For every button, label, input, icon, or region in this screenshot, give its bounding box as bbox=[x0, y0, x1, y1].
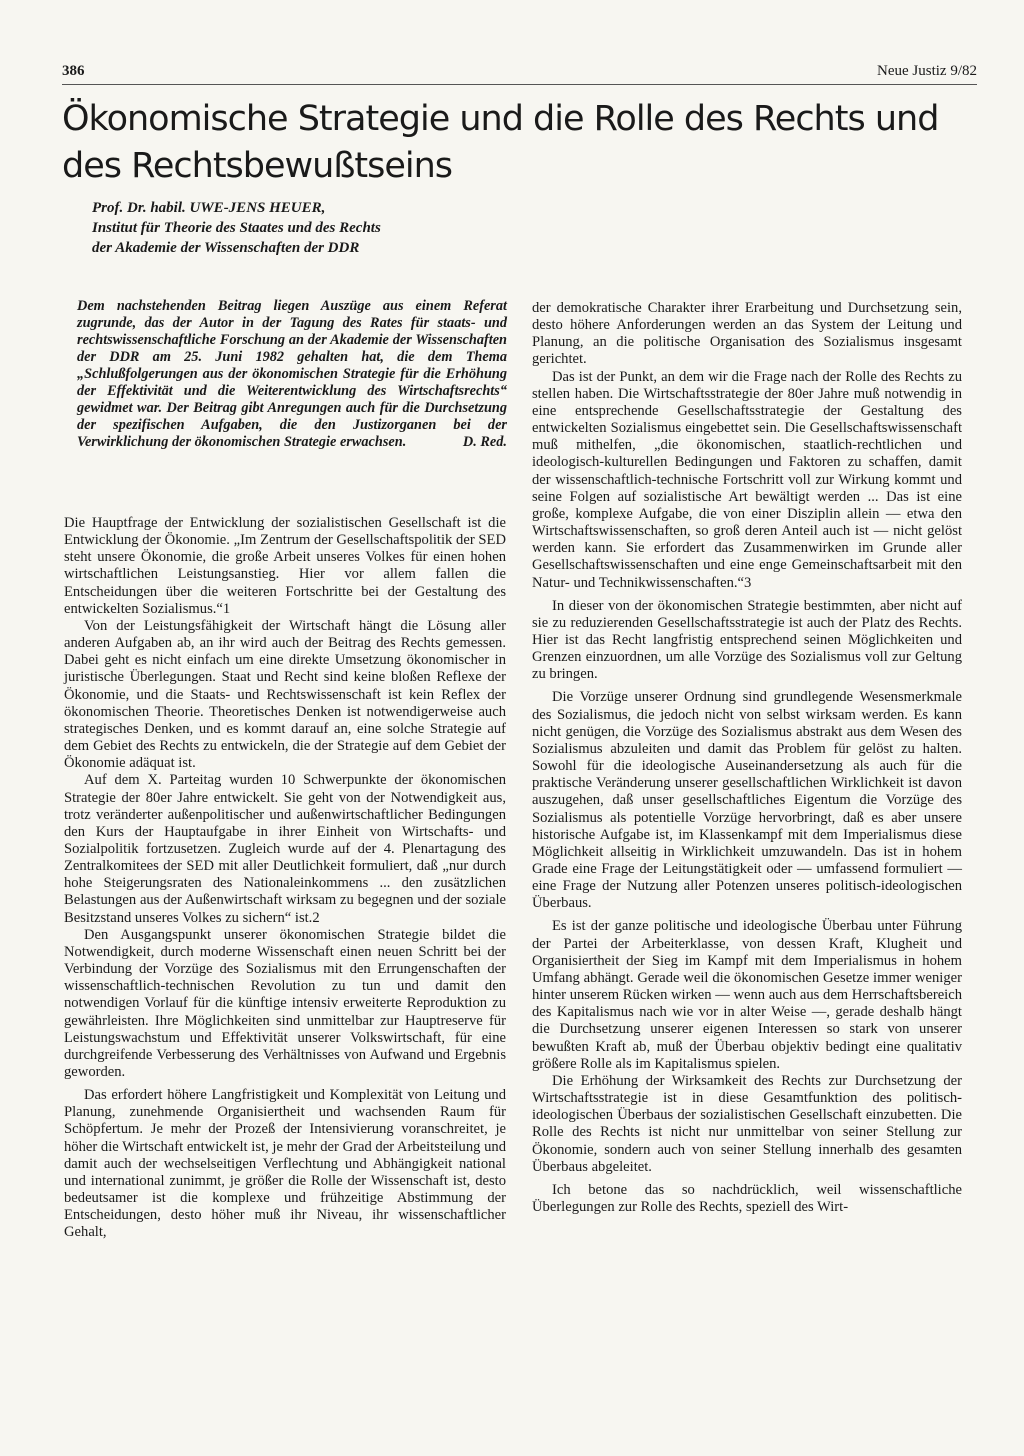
author-block bbox=[92, 198, 512, 258]
paragraph: Ich betone das so nachdrücklich, weil wissenschaftliche Überlegungen zur Rolle des Rechts, speziell des Wirt- bbox=[532, 1181, 962, 1215]
left-column bbox=[64, 515, 506, 1242]
paragraph: Die Vorzüge unserer Ordnung sind grundlegende Wesensmerkmale des Sozialismus, die jedoch nicht von selbst wirksam werden. Es kann nicht genügen, die Vorzüge des Sozialismus abstrakt aus dem Wesen des Sozialismus abzuleiten und damit das Problem für gelöst zu halten. Sowohl für die ideologische Auseinandersetzung als auch für die praktische Veränderung unserer gesellschaftlichen Wirklichkeit ist davon auszugehen, daß unser gesellschaftliches Eigentum die Vorzüge des Sozialismus als potentielle Vorzüge hervorbringt, daß es aber unsere historische Aufgabe ist, im Klassenkampf mit dem Imperialismus diese Möglichkeit allseitig in Wirklichkeit umzuwandeln. Das ist in hohem Grade eine Frage der Leitungstätigkeit oder — umfassend formuliert — eine Frage der Nutzung aller Potenzen unseres politisch-ideologischen Überbaus. bbox=[532, 689, 962, 912]
paragraph: Das ist der Punkt, an dem wir die Frage nach der Rolle des Rechts zu stellen haben. Die Wirtschaftsstrategie der 80er Jahre muß notwendig in eine entsprechende Gesellschaftsstrategie der Gestaltung des entwickelten Sozialismus eingebettet sein. Die Gesellschaftswissenschaft muß mithelfen, „die ökonomischen, staatlich-rechtlichen und ideologisch-kulturellen Bedingungen und Faktoren zu schaffen, damit der wissenschaftlich-technische Fortschritt voll zur Wirkung kommt und seine Folgen auf sozialistische Art bewältigt werden ... Das ist eine große, komplexe Aufgabe, die von einer Disziplin allein — etwa den Wirtschaftswissenschaften, so groß deren Anteil auch ist — nicht gelöst werden kann. Sie erfordert das Zusammenwirken im Grunde aller Gesellschaftswissenschaften und eine enge Gemeinschaftsarbeit mit den Natur- und Technikwissenschaften.“3 bbox=[532, 368, 962, 591]
paragraph: Die Erhöhung der Wirksamkeit des Rechts zur Durchsetzung der Wirtschaftsstrategie ist in diese Gesamtfunktion des politisch-ideologischen Überbaus der sozialistischen Gesellschaft einzubetten. Die Rolle des Rechts ist nicht nur unmittelbar von seiner Stellung zur Ökonomie, sondern auch von seiner Stellung innerhalb des gesamten Überbaus abgeleitet. bbox=[532, 1072, 962, 1175]
paragraph: Auf dem X. Parteitag wurden 10 Schwerpunkte der ökonomischen Strategie der 80er Jahre entwickelt. Sie geht von der Notwendigkeit aus, trotz veränderter außenpolitischer und außenwirtschaftlicher Bedingungen den Kurs der Hauptaufgabe in ihrer Einheit von Wirtschafts- und Sozialpolitik fortzusetzen. Zugleich wurde auf der 4. Plenartagung des Zentralkomitees der SED mit aller Deutlichkeit formuliert, daß „nur durch hohe Steigerungsraten des Nationaleinkommens ... den zusätzlichen Belastungen aus der Außenwirtschaft wirksam zu begegnen und der soziale Besitzstand unseres Volkes zu sichern“ ist.2 bbox=[64, 772, 506, 926]
paragraph: Den Ausgangspunkt unserer ökonomischen Strategie bildet die Notwendigkeit, durch moderne Wissenschaft einen neuen Schritt bei der Verbindung der Vorzüge des Sozialismus mit den Errungenschaften der wissenschaftlich-technischen Revolution zu tun und damit den notwendigen Vorlauf für die künftige intensiv erweiterte Reproduktion zu gewährleisten. Ihre Möglichkeiten sind unmittelbar zur Hauptreserve für Leistungswachstum und Effektivität unserer Volkswirtschaft, für eine durchgreifende Verbesserung des Verhältnisses von Aufwand und Ergebnis geworden. bbox=[64, 926, 506, 1080]
right-column bbox=[532, 300, 962, 1216]
author-academy: der Akademie der Wissenschaften der DDR bbox=[92, 240, 360, 256]
editorial-abstract bbox=[77, 298, 507, 451]
paragraph: Von der Leistungsfähigkeit der Wirtschaft hängt die Lösung aller anderen Aufgaben ab, an ihr wird auch der Beitrag des Rechts gemessen. Dabei geht es nicht einfach um eine direkte Umsetzung ökonomischer in juristische Überlegungen. Staat und Recht sind keine bloßen Reflexe der Ökonomie, und die Staats- und Rechtswissenschaft ist kein Reflex der ökonomischen Theorie. Theoretisches Denken ist notwendigerweise auch strategisches Denken, und es kommt darauf an, eine solche Strategie auf dem Gebiet des Rechts zu entwickeln, die der Strategie auf dem Gebiet der Ökonomie adäquat ist. bbox=[64, 617, 506, 772]
abstract-text: Dem nachstehenden Beitrag liegen Auszüge aus einem Referat zugrunde, das der Autor in der Tagung des Rates für staats- und rechtswissenschaftliche Forschung an der Akademie der Wissenschaften der DDR am 25. Juni 1982 gehalten hat, die dem Thema „Schlußfolgerungen aus der ökonomischen Strategie für die Erhöhung der Effektivität und die Weiterentwicklung des Wirtschaftsrechts“ gewidmet war. Der Beitrag gibt Anregungen auch für die Durchsetzung der spezifischen Aufgaben, die den Justizorganen bei der Verwirklichung der ökonomischen Strategie erwachsen. bbox=[77, 298, 507, 451]
article-title: Ökonomische Strategie und die Rolle des Rechts und des Rechtsbewußtseins bbox=[62, 99, 939, 186]
paragraph: Die Hauptfrage der Entwicklung der sozialistischen Gesellschaft ist die Entwicklung der Ökonomie. „Im Zentrum der Gesellschaftspolitik der SED steht unsere Ökonomie, die große Arbeit unseres Volkes für einen hohen wirtschaftlichen Leistungsanstieg. Hier vor allem fallen die Entscheidungen über die weiteren Fortschritte bei der Gestaltung des entwickelten Sozialismus.“1 bbox=[64, 515, 506, 617]
abstract-signature: D. Red. bbox=[462, 434, 507, 451]
paragraph: Das erfordert höhere Langfristigkeit und Komplexität von Leitung und Planung, zunehmende Organisiertheit und wachsenden Raum für Schöpfertum. Je mehr der Prozeß der Intensivierung voranschreitet, je höher die Wirtschaft entwickelt ist, je mehr der Grad der Arbeitsteilung und damit auch der wechselseitigen Verflechtung und Abhängigkeit national und international zunimmt, je größer die Rolle der Wissenschaft ist, desto bedeutsamer ist die komplexe und frühzeitige Abstimmung der Entscheidungen, desto höher muß ihr Niveau, ihr wissenschaftlicher Gehalt, bbox=[64, 1087, 506, 1241]
paragraph: In dieser von der ökonomischen Strategie bestimmten, aber nicht auf sie zu reduzierenden Gesellschaftsstrategie ist auch der Platz des Rechts. Hier ist das Recht langfristig entsprechend seinen Möglichkeiten und Grenzen einzuordnen, um alle Vorzüge des Sozialismus voll zur Geltung zu bringen. bbox=[532, 597, 962, 683]
author-institute: Institut für Theorie des Staates und des Rechts bbox=[92, 220, 381, 236]
page-number: 386 bbox=[62, 63, 85, 79]
author-name: Prof. Dr. habil. UWE-JENS HEUER, bbox=[92, 200, 326, 216]
running-header bbox=[62, 62, 977, 85]
journal-issue: Neue Justiz 9/82 bbox=[877, 63, 977, 79]
paragraph: der demokratische Charakter ihrer Erarbeitung und Durchsetzung sein, desto höhere Anforderungen werden an das System der Leitung und Planung, an die politische Organisation des Sozialismus insgesamt gerichtet. bbox=[532, 300, 962, 368]
paragraph: Es ist der ganze politische und ideologische Überbau unter Führung der Partei der Arbeiterklasse, von dessen Kraft, Klugheit und Organisiertheit der Sieg im Kampf mit dem Imperialismus in hohem Umfang abhängt. Gerade weil die ökonomischen Gesetze immer weniger hinter unserem Rücken wirken — wenn auch aus dem Herrschaftsbereich des Kapitalismus nach wie vor in alter Weise —, gerade deshalb hängt die Durchsetzung unserer eigenen Interessen so stark von unserer bewußten Kraft ab, muß der Überbau objektiv bedingt eine qualitativ größere Rolle als im Kapitalismus spielen. bbox=[532, 918, 962, 1072]
